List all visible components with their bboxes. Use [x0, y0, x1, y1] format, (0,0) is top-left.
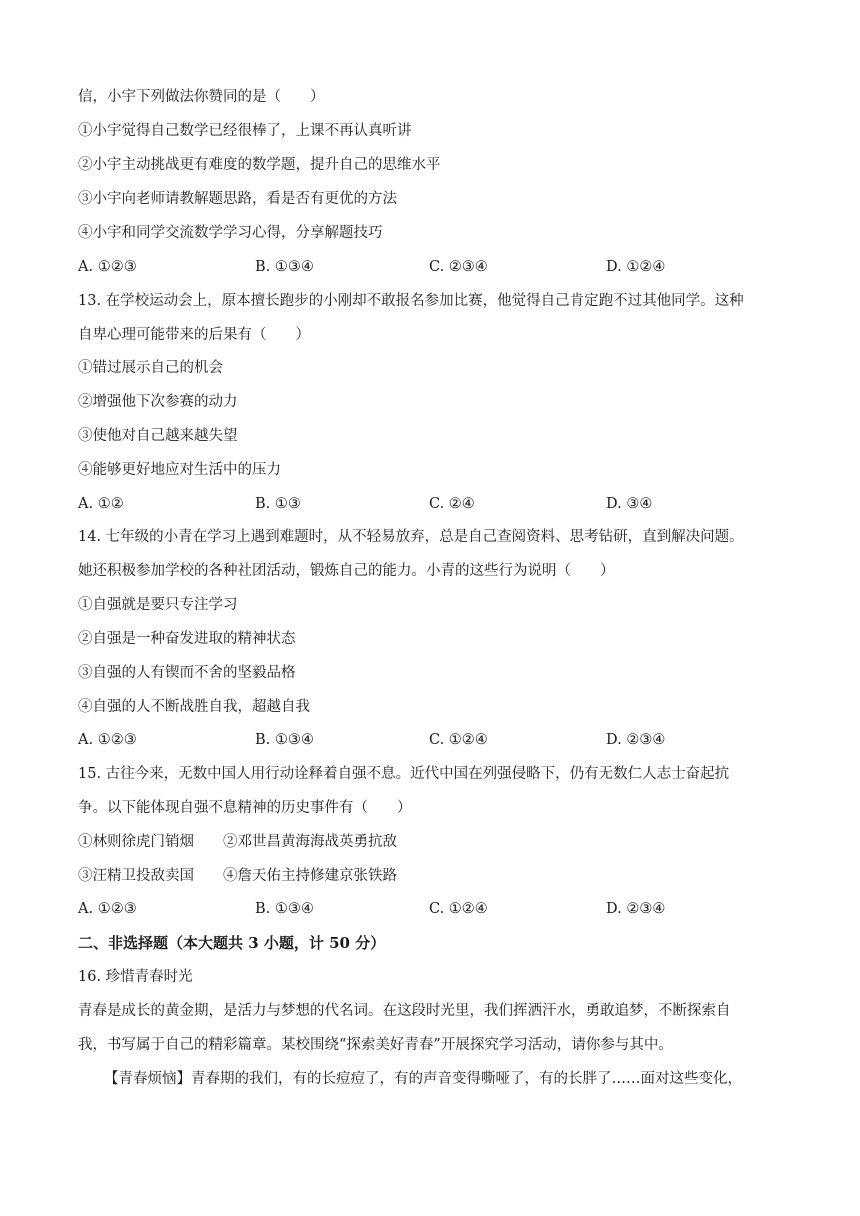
q15-option-b[interactable]: B. ①③④: [255, 901, 314, 917]
q14-item-1: ①自强就是要只专注学习: [78, 597, 238, 613]
q14-option-b[interactable]: B. ①③④: [255, 732, 314, 748]
q16-para-line-1: 青春是成长的黄金期，是活力与梦想的代名词。在这段时光里，我们挥洒汗水，勇敢追梦，不断探索自: [78, 1003, 731, 1019]
q12-option-c[interactable]: C. ②③④: [429, 259, 488, 275]
q16-title: 16. 珍惜青春时光: [78, 969, 193, 985]
q15-items-row-1: ①林则徐虎门销烟 ②邓世昌黄海海战英勇抗敌: [78, 834, 397, 850]
q12-item-2: ②小宇主动挑战更有难度的数学题，提升自己的思维水平: [78, 157, 441, 173]
q13-item-4: ④能够更好地应对生活中的压力: [78, 462, 281, 478]
q14-option-d[interactable]: D. ②③④: [606, 732, 666, 748]
q12-options: [78, 257, 778, 277]
q14-option-a[interactable]: A. ①②③: [78, 732, 137, 748]
q13-stem-line-2: 自卑心理可能带来的后果有（ ）: [78, 327, 310, 343]
q15-items-row-2: ③汪精卫投敌卖国 ④詹天佑主持修建京张铁路: [78, 868, 397, 884]
q12-stem: 信，小宇下列做法你赞同的是（ ）: [78, 89, 325, 105]
q12-item-4: ④小宇和同学交流数学学习心得，分享解题技巧: [78, 225, 383, 241]
q13-option-c[interactable]: C. ②④: [429, 496, 475, 512]
q13-option-d[interactable]: D. ③④: [606, 496, 653, 512]
q14-stem-line-1: 14. 七年级的小青在学习上遇到难题时，从不轻易放弃，总是自己查阅资料、思考钻研，直到解决问题。: [78, 529, 744, 545]
q15-stem-line-2: 争。以下能体现自强不息精神的历史事件有（ ）: [78, 800, 412, 816]
q15-option-d[interactable]: D. ②③④: [606, 901, 666, 917]
q14-option-c[interactable]: C. ①②④: [429, 732, 488, 748]
q12-option-a[interactable]: A. ①②③: [78, 259, 137, 275]
q16-para-line-2: 我，书写属于自己的精彩篇章。某校围绕“探索美好青春”开展探究学习活动，请你参与其中。: [78, 1037, 673, 1053]
q13-stem-line-1: 13. 在学校运动会上，原本擅长跑步的小刚却不敢报名参加比赛，他觉得自己肯定跑不过其他同学。这种: [78, 293, 744, 309]
q13-item-2: ②增强他下次参赛的动力: [78, 394, 238, 410]
q15-stem-line-1: 15. 古往今来，无数中国人用行动诠释着自强不息。近代中国在列强侵略下，仍有无数仁人志士奋起抗: [78, 766, 730, 782]
q13-item-1: ①错过展示自己的机会: [78, 360, 223, 376]
q13-item-3: ③使他对自己越来越失望: [78, 428, 238, 444]
q12-item-1: ①小宇觉得自己数学已经很棒了，上课不再认真听讲: [78, 123, 412, 139]
q12-option-b[interactable]: B. ①③④: [255, 259, 314, 275]
q14-item-2: ②自强是一种奋发进取的精神状态: [78, 631, 296, 647]
q14-stem-line-2: 她还积极参加学校的各种社团活动，锻炼自己的能力。小青的这些行为说明（ ）: [78, 563, 615, 579]
section-heading: 二、非选择题（本大题共 3 小题，计 50 分）: [78, 934, 386, 952]
q15-options: [78, 899, 778, 919]
q15-option-c[interactable]: C. ①②④: [429, 901, 488, 917]
q16-sub-line: 【青春烦恼】青春期的我们，有的长痘痘了，有的声音变得嘶哑了，有的长胖了……面对这些变化，: [104, 1071, 742, 1087]
q12-option-d[interactable]: D. ①②④: [606, 259, 666, 275]
q13-option-b[interactable]: B. ①③: [255, 496, 301, 512]
q15-option-a[interactable]: A. ①②③: [78, 901, 137, 917]
q14-options: [78, 730, 778, 750]
q13-options: [78, 494, 778, 514]
q12-item-3: ③小宇向老师请教解题思路，看是否有更优的方法: [78, 191, 397, 207]
q14-item-3: ③自强的人有锲而不舍的坚毅品格: [78, 665, 296, 681]
q13-option-a[interactable]: A. ①②: [78, 496, 124, 512]
q14-item-4: ④自强的人不断战胜自我，超越自我: [78, 699, 310, 715]
